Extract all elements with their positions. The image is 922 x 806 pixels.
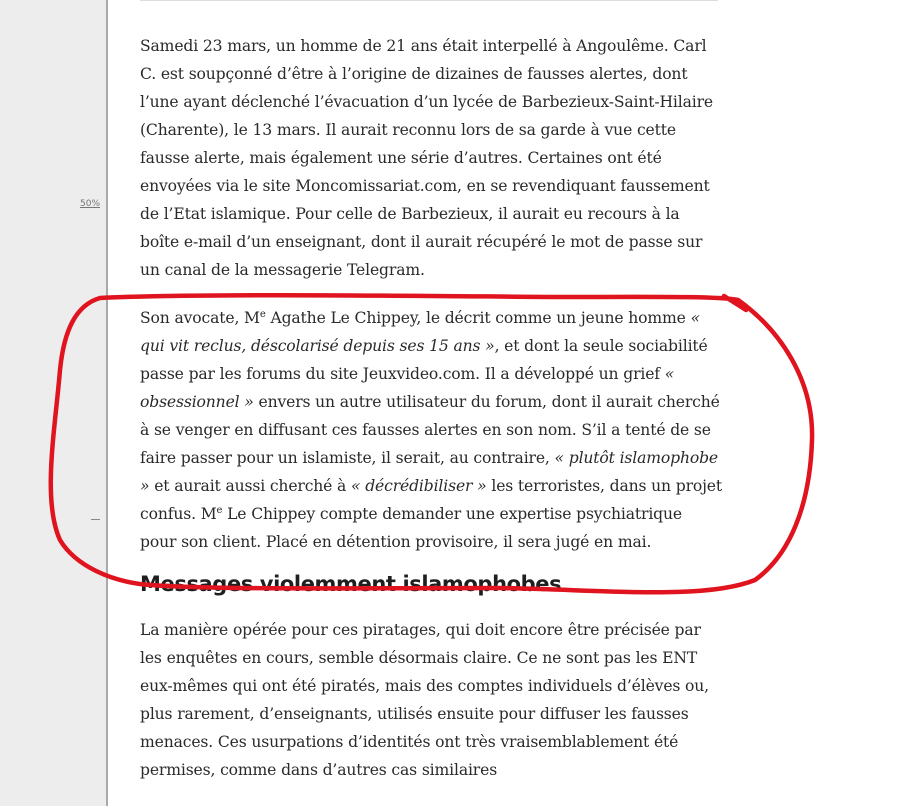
left-margin <box>0 0 106 806</box>
paragraph-lawyer <box>140 304 722 556</box>
superscript: e <box>216 505 223 516</box>
superscript: e <box>259 309 266 320</box>
text-segment: Son avocate, M <box>140 309 260 327</box>
article-body <box>140 32 722 784</box>
text-segment: envers un autre utilisateur du forum, dont il aurait cherché à se venger en diffusant ces fausses alertes en son nom. S’il a tenté de se faire passer pour un islamiste, il serait, au contraire, <box>140 393 720 467</box>
text-segment: Agathe Le Chippey, le décrit comme un jeune homme <box>265 309 691 327</box>
text-segment: , et dont la seule sociabilité passe par les forums du site Jeuxvideo.com. Il a développé un grief <box>140 337 708 383</box>
paragraph-arrest: Samedi 23 mars, un homme de 21 ans était interpellé à Angoulême. Carl C. est soupçonné d’être à l’origine de dizaines de fausses alertes, dont l’une ayant déclenché l’évacuation d’un lycée de Barbezieux-Saint-Hilaire (Charente), le 13 mars. Il aurait reconnu lors de sa garde à vue cette fausse alerte, mais également une série d’autres. Certaines ont été envoyées via le site Moncomissariat.com, en se revendiquant faussement de l’Etat islamique. Pour celle de Barbezieux, il aurait eu recours à la boîte e-mail d’un enseignant, dont il aurait récupéré le mot de passe sur un canal de la messagerie Telegram. <box>140 37 713 279</box>
quote: « qui vit reclus, déscolarisé depuis ses 15 ans » <box>140 309 700 355</box>
reading-progress-marker <box>91 519 100 520</box>
text-segment: les terroristes, dans un projet confus. M <box>140 477 723 523</box>
quote: « décrédibiliser » <box>351 477 487 495</box>
reading-progress-track <box>106 0 108 806</box>
text-segment: et aurait aussi cherché à <box>149 477 352 495</box>
paragraph-method: La manière opérée pour ces piratages, qui doit encore être précisée par les enquêtes en cours, semble désormais claire. Ce ne sont pas les ENT eux-mêmes qui ont été piratés, mais des comptes individuels d’élèves ou, plus rarement, d’enseignants, utilisés ensuite pour diffuser les fausses menaces. Ces usurpations d’identités ont très vraisemblablement été permises, comme dans d’autres cas similaires <box>140 621 709 779</box>
reading-progress-label: 50% <box>80 199 101 209</box>
quote: « plutôt islamophobe » <box>140 449 719 495</box>
quote: « obsessionnel » <box>140 365 675 411</box>
section-heading: Messages violemment islamophobes <box>140 572 562 596</box>
section-divider <box>140 0 718 1</box>
text-segment: Le Chippey compte demander une expertise psychiatrique pour son client. Placé en détention provisoire, il sera jugé en mai. <box>140 505 682 551</box>
